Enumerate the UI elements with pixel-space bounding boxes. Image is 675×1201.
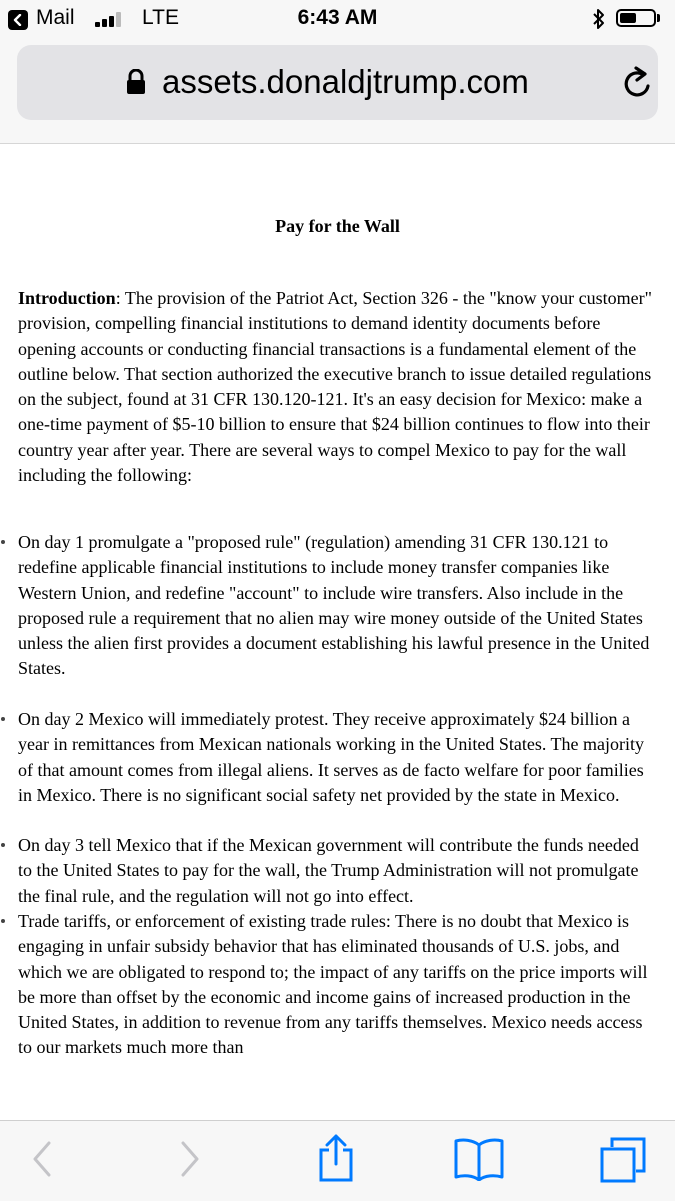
carrier-label: LTE [142,6,179,29]
status-bar [0,0,675,40]
bottom-toolbar [0,1120,675,1201]
list-item-text: On day 3 tell Mexico that if the Mexican government will contribute the funds needed to the United States to pay for the wall, the Trump Administration will not promulgate the final rule, and the regulation will not go into effect. [18,835,639,906]
tabs-icon[interactable] [598,1135,648,1185]
list-item [18,530,653,707]
intro-text: : The provision of the Patriot Act, Section 326 - the "know your customer" provision, compelling financial institutions to demand identity documents before opening accounts or conducting financial transactions is a fundamental element of the outline below. That section authorized the executive branch to issue detailed regulations on the subject, found at 31 CFR 130.120-121. It's an easy decision for Mexico: make a one-time payment of $5-10 billion to ensure that $24 billion continues to flow into their country year after year. There are several ways to compel Mexico to pay for the wall including the following: [18,288,652,486]
reload-icon[interactable] [621,65,655,101]
clock: 6:43 AM [297,6,378,29]
url-text[interactable]: assets.donaldjtrump.com [162,63,529,100]
bookmarks-icon[interactable] [453,1137,505,1181]
list-item [18,707,653,834]
chevron-left-icon[interactable] [30,1139,54,1179]
battery-icon [616,9,656,27]
list-item-text: On day 1 promulgate a "proposed rule" (regulation) amending 31 CFR 130.121 to redefine applicable financial institutions to include money transfer companies like Western Union, and redefine "account" to include wire transfers. Also include in the proposed rule a requirement that no alien may wire money outside of the United States unless the alien first provides a document establishing his lawful presence in the United States. [18,532,650,679]
bluetooth-icon [592,8,606,30]
list-item-text: Trade tariffs, or enforcement of existing trade rules: There is no doubt that Mexico is engaging in unfair subsidy behavior that has eliminated thousands of U.S. jobs, and which we are obligated to respond to; the impact of any tariffs on the price imports will be more than offset by the economic and income gains of increased production in the United States, in addition to revenue from any tariffs themselves. Mexico needs access to our markets much more than [18,911,648,1058]
document-title: Pay for the Wall [275,216,400,236]
chevron-right-icon[interactable] [178,1139,202,1179]
share-icon[interactable] [316,1133,356,1183]
address-bar[interactable] [17,45,658,120]
web-page [0,143,675,1121]
lock-icon [125,69,147,95]
intro-label: Introduction [18,288,116,308]
list-item-text: On day 2 Mexico will immediately protest. They receive approximately $24 billion a year in remittances from Mexican nationals working in the United States. The majority of that amount comes from illegal aliens. It serves as de facto welfare for poor families in Mexico. There is no significant social safety net provided by the state in Mexico. [18,709,645,805]
intro-paragraph [18,286,653,514]
back-app-label[interactable]: Mail [36,6,75,29]
list-item [18,833,653,909]
list-item [18,909,653,1058]
